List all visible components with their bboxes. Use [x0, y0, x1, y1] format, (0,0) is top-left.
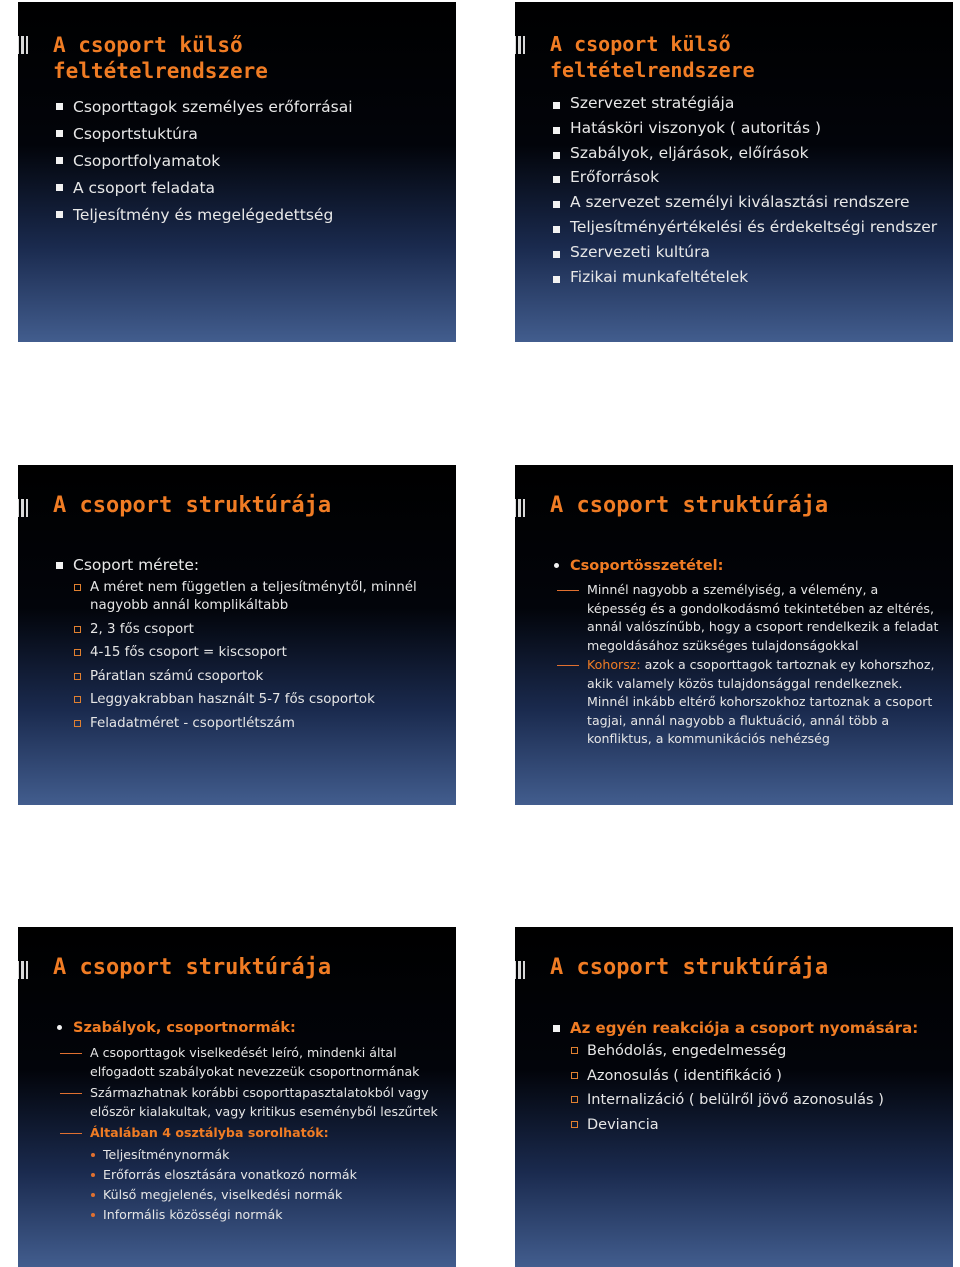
list-item: 2, 3 fős csoport: [73, 621, 442, 639]
list-heading-text: Az egyén reakciója a csoport nyomására:: [570, 1019, 919, 1037]
list-item: Szervezet stratégiája: [553, 93, 939, 113]
slide-2: [515, 2, 953, 342]
list-item: Származhatnak korábbi csoporttapasztalatokból vagy először kialakultak, vagy kritikus eseményből leszűrtek: [73, 1084, 442, 1121]
list-heading: [553, 1016, 939, 1135]
sub-list: [73, 579, 442, 733]
bullet-list: [553, 93, 939, 291]
list-heading: [553, 553, 939, 749]
slide-3: [18, 465, 456, 805]
list-heading-text: Csoportösszetétel:: [570, 558, 724, 574]
list-item: 4-15 fős csoport = kiscsoport: [73, 644, 442, 662]
list-item: Informális közösségi normák: [90, 1205, 442, 1225]
list-item: A csoporttagok viselkedését leíró, mindenki által elfogadott szabályokat nevezzeük csoportnormának: [73, 1044, 442, 1081]
sub-list: [73, 1044, 442, 1225]
slide-title: A csoport külső feltételrendszere: [53, 33, 268, 83]
vertical-bars-icon: [515, 499, 529, 517]
list-heading: [56, 553, 442, 733]
list-item: Azonosulás ( identifikáció ): [570, 1067, 939, 1086]
slide-title: A csoport külső feltételrendszere: [550, 32, 755, 82]
list-item: Deviancia: [570, 1116, 939, 1135]
bullet-list: [56, 553, 442, 738]
bullet-list: [56, 1015, 442, 1226]
slide-6: [515, 927, 953, 1267]
list-item: Feladatméret - csoportlétszám: [73, 715, 442, 733]
sub-list: [570, 1042, 939, 1135]
list-item: Teljesítmény és megelégedettség: [56, 202, 442, 229]
vertical-bars-icon: [515, 36, 529, 54]
list-item: [73, 1124, 442, 1225]
list-item: Internalizáció ( belülről jövő azonosulás ): [570, 1091, 939, 1110]
list-item: Erőforrások: [553, 167, 939, 187]
sub-list: [570, 581, 939, 749]
kohorsz-text: azok a csoporttagok tartoznak ey kohorszhoz, akik valamely közös tulajdonsággal rendelkeznek. Minnél inkább eltérő kohorszokhoz tartoznak a csoport tagjai, annál nagyobb a fluktuáció, annál több a konfliktus, a kommunikációs nehézség: [587, 657, 935, 746]
list-item: Külső megjelenés, viselkedési normák: [90, 1185, 442, 1205]
slide-5: [18, 927, 456, 1267]
list-item: A csoport feladata: [56, 175, 442, 202]
vertical-bars-icon: [18, 36, 32, 54]
slide-1: [18, 2, 456, 342]
list-item: Csoportstuktúra: [56, 121, 442, 148]
sub-heading: Általában 4 osztályba sorolhatók:: [90, 1125, 329, 1140]
list-item: Szabályok, eljárások, előírások: [553, 143, 939, 163]
list-item: [570, 656, 939, 749]
sub-sub-list: [90, 1145, 442, 1225]
list-item: Páratlan számú csoportok: [73, 668, 442, 686]
list-item: A méret nem független a teljesítménytől, minnél nagyobb annál komplikáltabb: [73, 579, 442, 615]
list-heading: [56, 1015, 442, 1225]
list-item: Csoporttagok személyes erőforrásai: [56, 94, 442, 121]
vertical-bars-icon: [18, 961, 32, 979]
list-item: Csoportfolyamatok: [56, 148, 442, 175]
bullet-list: [56, 94, 442, 229]
kohorsz-label: Kohorsz:: [587, 657, 641, 672]
list-item: Szervezeti kultúra: [553, 242, 939, 262]
vertical-bars-icon: [515, 961, 529, 979]
slide-title: A csoport struktúrája: [53, 955, 332, 980]
slide-4: [515, 465, 953, 805]
bullet-list: [553, 1016, 939, 1140]
list-item: Behódolás, engedelmesség: [570, 1042, 939, 1061]
list-item: A szervezet személyi kiválasztási rendszere: [553, 192, 939, 212]
list-heading-text: Szabályok, csoportnormák:: [73, 1020, 296, 1036]
list-item: Minnél nagyobb a személyiség, a vélemény, a képesség és a gondolkodásmó tekintetében az eltérés, annál valószínűbb, hogy a csoport rendelkezik a feladat megoldásához szükséges tulajdonságokkal: [570, 581, 939, 655]
slide-title: A csoport struktúrája: [550, 493, 829, 518]
vertical-bars-icon: [18, 499, 32, 517]
slide-title: A csoport struktúrája: [550, 955, 829, 980]
slide-title: A csoport struktúrája: [53, 493, 332, 518]
list-item: Erőforrás elosztására vonatkozó normák: [90, 1165, 442, 1185]
list-item: Leggyakrabban használt 5-7 fős csoportok: [73, 691, 442, 709]
list-item: Fizikai munkafeltételek: [553, 267, 939, 287]
list-item: Teljesítménynormák: [90, 1145, 442, 1165]
list-heading-text: Csoport mérete:: [73, 556, 200, 574]
list-item: Teljesítményértékelési és érdekeltségi rendszer: [553, 217, 939, 237]
list-item: Hatásköri viszonyok ( autoritás ): [553, 118, 939, 138]
bullet-list: [553, 553, 939, 750]
